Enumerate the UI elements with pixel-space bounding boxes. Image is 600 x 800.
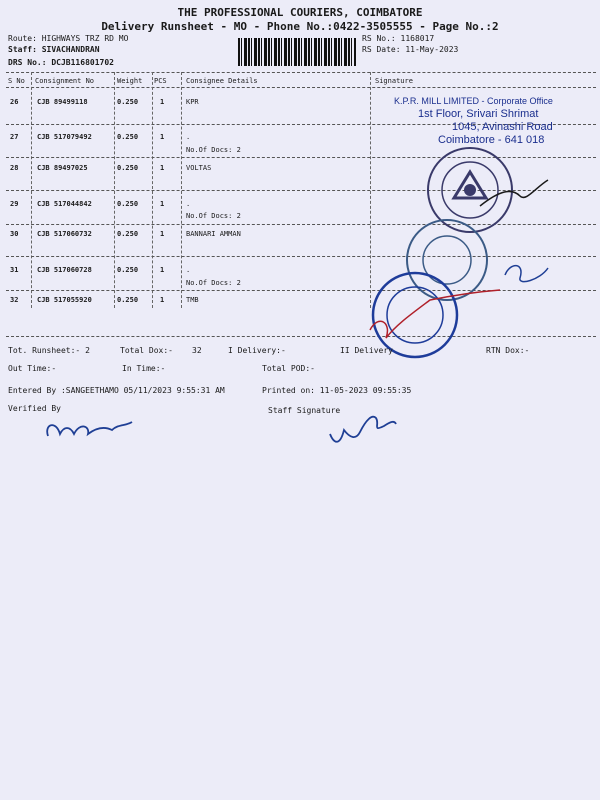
col-consignment: Consignment No [35,77,95,85]
kpr-stamp-line4: Coimbatore - 641 018 [438,134,545,146]
verified-by-label: Verified By [8,404,61,413]
company-title: THE PROFESSIONAL COURIERS, COIMBATORE [177,6,423,19]
rs-date: RS Date: 11-May-2023 [362,45,459,54]
signature-verified-by [47,422,132,436]
route: Route: HIGHWAYS TRZ RD MO [8,34,129,43]
staff-signature-label: Staff Signature [268,406,341,415]
total-pod: Total POD:- [262,364,315,373]
printed-on: Printed on: 11-05-2023 09:55:35 [262,386,412,395]
signature-bannari [505,266,548,282]
i-delivery: I Delivery:- [228,346,286,355]
col-weight: Weight [117,77,143,85]
drs-number: DRS No.: DCJB116801702 [8,58,114,67]
col-consignee: Consignee Details [186,77,258,85]
kpr-stamp-line3: 1045, Avinashi Road [452,121,553,133]
total-dox-value: 32 [192,346,202,355]
kpr-stamp-line1: K.P.R. MILL LIMITED - Corporate Office [394,96,553,106]
tot-runsheet: Tot. Runsheet:- 2 [8,346,90,355]
col-sno: S No [8,77,25,85]
entered-by: Entered By :SANGEETHAMO 05/11/2023 9:55:31 AM [8,386,225,395]
total-dox-label: Total Dox:- [120,346,173,355]
col-pcs: PCS [154,77,167,85]
signature-voltas [480,180,548,206]
rtn-dox: RTN Dox:- [486,346,530,355]
out-time: Out Time:- [8,364,57,373]
rs-number: RS No.: 1168017 [362,34,435,43]
runsheet-title: Delivery Runsheet - MO - Phone No.:0422-3505555 - Page No.:2 [101,20,499,33]
in-time: In Time:- [122,364,166,373]
ii-delivery: II Delivery [340,346,393,355]
signature-staff [330,417,396,442]
voltas-seal [428,148,512,232]
staff: Staff: SIVACHANDRAN [8,45,100,54]
kpr-stamp-line2: 1st Floor, Srivari Shrimat [418,108,539,120]
col-signature: Signature [375,77,413,85]
